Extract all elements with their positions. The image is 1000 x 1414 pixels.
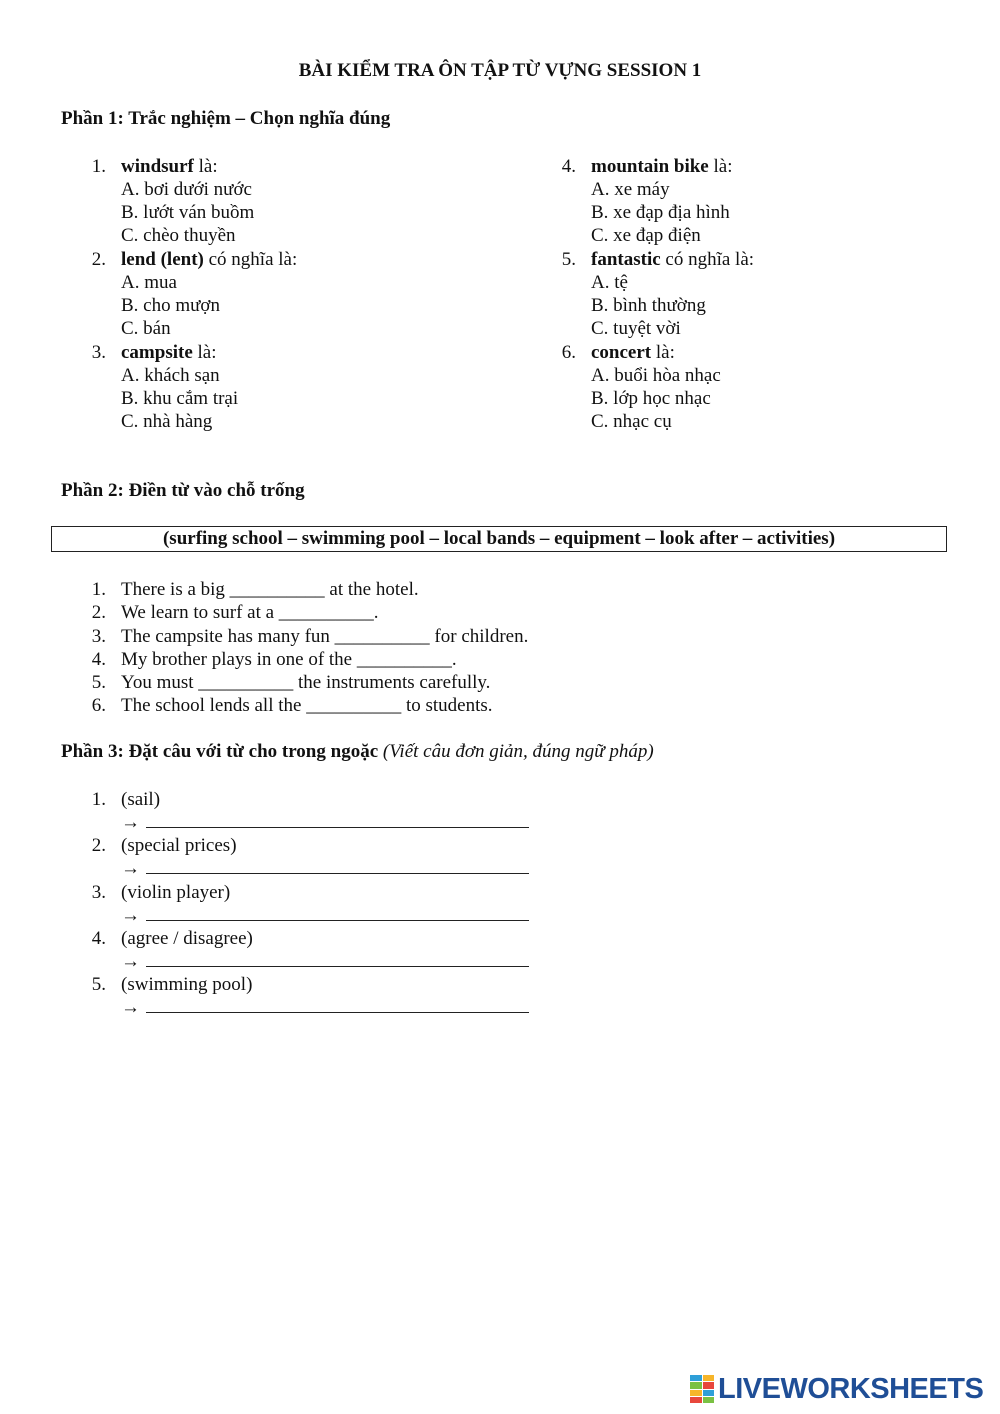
answer-line[interactable] bbox=[121, 904, 529, 927]
part2-heading: Phần 2: Điền từ vào chỗ trống bbox=[61, 480, 305, 501]
fill-in-sentence[interactable]: There is a big __________ at the hotel. bbox=[121, 579, 419, 600]
arrow-icon: → bbox=[121, 858, 140, 879]
word-prompt: (sail) bbox=[121, 789, 161, 810]
answer-line[interactable] bbox=[121, 857, 529, 880]
option-a[interactable]: A. khách sạn bbox=[121, 365, 220, 386]
option-c[interactable]: C. bán bbox=[121, 318, 171, 339]
question-number: 6. bbox=[561, 342, 576, 363]
question-3 bbox=[121, 341, 217, 364]
option-a[interactable]: A. xe máy bbox=[591, 179, 670, 200]
option-a[interactable]: A. mua bbox=[121, 272, 177, 293]
question-number: 5. bbox=[561, 249, 576, 270]
question-suffix: có nghĩa là: bbox=[203, 249, 298, 270]
item-number: 2. bbox=[91, 835, 106, 856]
question-suffix: có nghĩa là: bbox=[660, 249, 755, 270]
part3-instruction: (Viết câu đơn giản, đúng ngữ pháp) bbox=[382, 741, 654, 762]
fill-in-sentence[interactable]: The school lends all the __________ to students. bbox=[121, 695, 493, 716]
question-term: mountain bike bbox=[591, 156, 709, 177]
word-prompt: (agree / disagree) bbox=[121, 928, 253, 949]
arrow-icon: → bbox=[121, 812, 140, 833]
answer-line[interactable] bbox=[121, 950, 529, 973]
option-c[interactable]: C. tuyệt vời bbox=[591, 318, 681, 339]
fill-in-sentence[interactable]: My brother plays in one of the __________. bbox=[121, 649, 457, 670]
part3-heading bbox=[61, 741, 654, 763]
item-number: 5. bbox=[91, 672, 106, 693]
answer-line[interactable] bbox=[121, 811, 529, 834]
item-number: 1. bbox=[91, 789, 106, 810]
answer-blank[interactable] bbox=[146, 813, 529, 828]
option-b[interactable]: B. cho mượn bbox=[121, 295, 220, 316]
option-b[interactable]: B. lớp học nhạc bbox=[591, 388, 711, 409]
item-number: 4. bbox=[91, 649, 106, 670]
word-prompt: (swimming pool) bbox=[121, 974, 253, 995]
item-number: 4. bbox=[91, 928, 106, 949]
option-b[interactable]: B. xe đạp địa hình bbox=[591, 202, 730, 223]
word-bank: (surfing school – swimming pool – local bands – equipment – look after – activities) bbox=[51, 526, 947, 552]
question-number: 4. bbox=[561, 156, 576, 177]
question-6 bbox=[591, 341, 675, 364]
option-c[interactable]: C. nhạc cụ bbox=[591, 411, 672, 432]
question-term: windsurf bbox=[121, 156, 194, 177]
item-number: 6. bbox=[91, 695, 106, 716]
word-prompt: (violin player) bbox=[121, 882, 231, 903]
question-term: lend (lent) bbox=[121, 249, 204, 270]
option-a[interactable]: A. bơi dưới nước bbox=[121, 179, 252, 200]
question-suffix: là: bbox=[708, 156, 733, 177]
arrow-icon: → bbox=[121, 997, 140, 1018]
page-title: BÀI KIỂM TRA ÔN TẬP TỪ VỰNG SESSION 1 bbox=[298, 60, 702, 81]
question-number: 3. bbox=[91, 342, 106, 363]
answer-blank[interactable] bbox=[146, 952, 529, 967]
option-c[interactable]: C. chèo thuyền bbox=[121, 225, 236, 246]
arrow-icon: → bbox=[121, 951, 140, 972]
word-prompt: (special prices) bbox=[121, 835, 237, 856]
liveworksheets-logo-icon bbox=[690, 1375, 714, 1403]
option-b[interactable]: B. bình thường bbox=[591, 295, 706, 316]
item-number: 1. bbox=[91, 579, 106, 600]
item-number: 5. bbox=[91, 974, 106, 995]
question-4 bbox=[591, 155, 732, 178]
question-number: 1. bbox=[91, 156, 106, 177]
option-a[interactable]: A. tệ bbox=[591, 272, 628, 293]
fill-in-sentence[interactable]: You must __________ the instruments carefully. bbox=[121, 672, 491, 693]
option-c[interactable]: C. nhà hàng bbox=[121, 411, 213, 432]
item-number: 2. bbox=[91, 602, 106, 623]
question-term: concert bbox=[591, 342, 652, 363]
answer-line[interactable] bbox=[121, 996, 529, 1019]
question-1 bbox=[121, 155, 218, 178]
brand-name: LIVEWORKSHEETS bbox=[718, 1372, 984, 1405]
question-2 bbox=[121, 248, 297, 271]
item-number: 3. bbox=[91, 882, 106, 903]
part1-heading: Phần 1: Trắc nghiệm – Chọn nghĩa đúng bbox=[61, 108, 391, 129]
fill-in-sentence[interactable]: The campsite has many fun __________ for children. bbox=[121, 626, 529, 647]
question-suffix: là: bbox=[193, 156, 218, 177]
question-suffix: là: bbox=[192, 342, 217, 363]
answer-blank[interactable] bbox=[146, 906, 529, 921]
option-a[interactable]: A. buổi hòa nhạc bbox=[591, 365, 721, 386]
fill-in-sentence[interactable]: We learn to surf at a __________. bbox=[121, 602, 379, 623]
option-c[interactable]: C. xe đạp điện bbox=[591, 225, 701, 246]
option-b[interactable]: B. khu cắm trại bbox=[121, 388, 239, 409]
option-b[interactable]: B. lướt ván buồm bbox=[121, 202, 255, 223]
answer-blank[interactable] bbox=[146, 859, 529, 874]
question-5 bbox=[591, 248, 754, 271]
question-term: fantastic bbox=[591, 249, 661, 270]
answer-blank[interactable] bbox=[146, 998, 529, 1013]
part3-heading-text: Phần 3: Đặt câu với từ cho trong ngoặc bbox=[61, 741, 379, 762]
arrow-icon: → bbox=[121, 905, 140, 926]
liveworksheets-brand bbox=[690, 1372, 983, 1406]
question-number: 2. bbox=[91, 249, 106, 270]
question-term: campsite bbox=[121, 342, 193, 363]
question-suffix: là: bbox=[651, 342, 675, 363]
item-number: 3. bbox=[91, 626, 106, 647]
